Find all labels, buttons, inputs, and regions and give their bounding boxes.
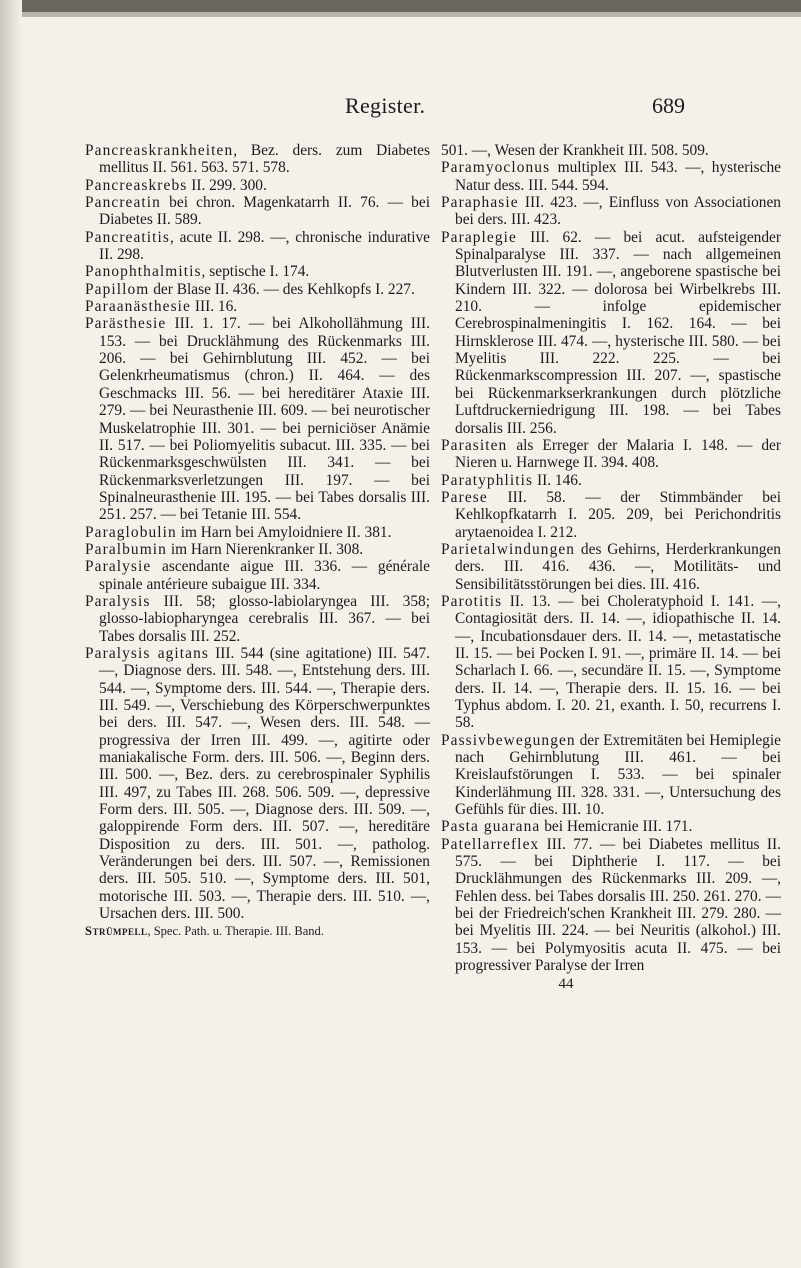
index-entry [441,836,781,975]
entry-headword: Parästhesie [85,315,167,333]
entry-headword: Paraphasie [441,194,519,212]
entry-text: des Gehirns, Herderkrankungen ders. III. 416. 436. —, Motilitäts- und Sensibilitätsstörungen bei dies. III. 416. [455,540,781,593]
page-top-shadow [0,12,801,17]
page-top-edge [0,0,801,12]
page-header [0,93,801,123]
entry-headword: Paralbumin [85,540,167,558]
index-entry [441,437,781,472]
entry-text: 501. —, Wesen der Krankheit III. 508. 509. [441,142,709,159]
entry-text: im Harn bei Amyloidniere II. 381. [176,523,392,541]
entry-text: , Bez. ders. zum Diabetes mellitus II. 561. 563. 571. 578. [99,142,430,177]
entry-headword: Papillom [85,280,150,298]
entry-text: ascendante aigue III. 336. — générale spinale antérieure subaigue III. 334. [99,558,430,593]
index-entry [85,524,430,541]
entry-headword: Paraplegie [441,228,517,246]
left-column [85,142,430,941]
index-entry [441,472,781,489]
entry-headword: Pasta guarana [441,818,541,836]
page-number: 689 [652,93,685,118]
entry-headword: Parietalwindungen [441,540,576,558]
entry-headword: Paraanästhesie [85,298,191,316]
entry-text: III. 58. — der Stimmbänder bei Kehlkopfkatarrh I. 205. 209, bei Perichondritis arytaenoidea I. 212. [455,488,781,541]
entry-text: III. 544 (sine agitatione) III. 547. —, Diagnose ders. III. 548. —, Entstehung ders. III. 544. —, Symptome ders. III. 544. —, Therapie ders. III. 549. —, Verschiebung des Körperschwerpunktes bei ders. III. 547. —, Wesen ders. III. 548. — progressiva der Irren III. 499. —, agitirte oder maniakalische Form. ders. III. 506. —, Beginn ders. III. 500. —, Bez. ders. zu cerebrospinaler Syphilis III. 497, zu Tabes III. 268. 506. 509. —, depressive Form ders. III. 505. —, Diagnose ders. III. 509. —, galoppirende Form ders. III. 507. —, hereditäre Disposition zu ders. III. 501. —, patholog. Veränderungen bei ders. III. 507. —, Remissionen ders. III. 505. 510. —, Symptome ders. III. 501, motorische III. 503. —, Therapie ders. III. 510. —, Ursachen ders. III. 500. [99,644,431,923]
index-entry [441,593,781,732]
entry-text: als Erreger der Malaria I. 148. — der Nieren u. Harnwege II. 394. 408. [455,436,781,472]
index-entry [85,315,430,523]
entry-text: III. 423. —, Einfluss von Associationen bei ders. III. 423. [455,194,781,229]
entry-text: III. 1. 17. — bei Alkohollähmung III. 153. — bei Drucklähmung des Rückenmarks III. 206. — bei Gehirnblutung III. 452. — bei Gelenkrheumatismus (chron.) II. 464. — des Geschmacks III. 56. — bei hereditärer Ataxie III. 279. — bei Neurasthenie III. 609. — bei neurotischer Muskelatrophie III. 301. — bei perniciöser Anämie II. 517. — bei Poliomyelitis subacut. III. 335. — bei Rückenmarksgeschwülsten III. 341. — bei Rückenmarksverletzungen III. 197. — bei Spinalneurasthenie III. 195. — bei Tabes dorsalis III. 251. 257. — bei Tetanie III. 554. [99,315,430,524]
entry-headword: Parasiten [441,436,508,454]
footer-citation [85,923,430,940]
entry-text: , acute II. 298. —, chronische indurative II. 298. [99,228,430,264]
entry-text: multiplex III. 543. —, hysterische Natur dess. III. 544. 594. [455,159,781,194]
index-entry [85,263,430,280]
entry-headword: Paramyoclonus [441,159,551,177]
index-entry [441,229,781,437]
entry-headword: Passivbewegungen [441,731,576,749]
entry-headword: Parese [441,488,488,506]
sheet-signature: 44 [558,975,574,992]
entry-headword: Paralysis [85,592,151,610]
index-entry [441,541,781,593]
index-entry [441,194,781,229]
entry-headword: Panophthalmitis [85,263,202,281]
index-entry [85,558,430,593]
index-entry [85,281,430,298]
entry-text: II. 146. [533,471,582,489]
entry-text: bei chron. Magenkatarrh II. 76. — bei Diabetes II. 589. [99,194,430,229]
running-title: Register. [345,93,426,118]
entry-text: III. 16. [191,298,238,316]
page-gutter-shadow [0,0,22,1268]
entry-text: II. 13. — bei Choleratyphoid I. 141. —, Contagiosität ders. II. 14. —, idiopathische II. 14. —, Incubationsdauer ders. II. 14. —, metastatische II. 15. — bei Pocken I. 91. —, primäre II. 14. — bei Scharlach I. 66. —, secundäre II. 15. —, Symptome ders. II. 14. —, Therapie ders. II. 15. 16. — bei Typhus abdom. I. 20. 21, exanth. I. 50, recurrens I. 58. [455,592,781,732]
index-entry [85,229,430,264]
index-entry [85,298,430,315]
entry-headword: Paralysie [85,558,152,576]
index-entry [85,645,430,923]
entry-text: bei Hemicranie III. 171. [540,818,693,836]
index-entry [85,593,430,645]
entry-headword: Pancreatin [85,194,161,212]
entry-text: der Extremitäten bei Hemiplegie nach Gehirnblutung III. 461. — bei Kreislaufstörungen I. 533. — bei spinaler Kinderlähmung III. 328. 331. —, Untersuchung des Gefühls für dies. III. 10. [455,731,781,819]
footer-book: , Spec. Path. u. Therapie. III. Band. [147,924,324,939]
index-entry [441,142,781,159]
entry-headword: Patellarreflex [441,835,540,853]
index-entry [85,177,430,194]
entry-headword: Paraglobulin [85,523,177,541]
index-entry [441,818,781,835]
entry-text: III. 62. — bei acut. aufsteigender Spinalparalyse III. 337. — nach allgemeinen Blutverlusten III. 191. —, angeborene spastische bei Kindern III. 322. — dolorosa bei Wirbelkrebs III. 210. — infolge epidemischer Cerebrospinalmeningitis I. 162. 164. — bei Hirnsklerose III. 474. —, hysterische III. 580. — bei Myelitis III. 222. 225. — bei Rückenmarkscompression III. 207. —, spastische bei Rückenmarkserkrankungen durch plötzliche Luftdruckerniedrigung III. 198. — bei Tabes dorsalis III. 256. [455,228,781,437]
entry-headword: Paratyphlitis [441,471,534,489]
entry-headword: Paralysis agitans [85,644,210,662]
index-entry [441,489,781,541]
index-entry [441,159,781,194]
entry-headword: Pancreaskrebs [85,176,188,194]
right-column [441,142,781,993]
entry-text: III. 58; glosso-labiolaryngea III. 358; glosso-labiopharyngea cerebralis III. 367. — bei Tabes dorsalis III. 252. [99,592,430,645]
entry-headword: Pancreaskrankheiten [85,142,234,159]
entry-text: II. 299. 300. [187,176,267,194]
entry-text: der Blase II. 436. — des Kehlkopfs I. 227. [149,280,415,298]
index-entry [441,732,781,819]
entry-headword: Pancreatitis [85,228,170,246]
footer-author: Strümpell [85,924,148,939]
index-entry [85,142,430,177]
entry-text: , septische I. 174. [201,263,310,281]
entry-headword: Parotitis [441,592,503,610]
entry-text: III. 77. — bei Diabetes mellitus II. 575. — bei Diphtherie I. 117. — bei Drucklähmungen des Rückenmarks III. 209. —, Fehlen dess. bei Tabes dorsalis III. 250. 261. 270. — bei der Friedreich'schen Krankheit III. 279. 280. — bei Myelitis III. 224. — bei Neuritis (alkohol.) III. 153. — bei Polymyositis acuta II. 475. — bei progressiver Paralyse der Irren [455,835,781,975]
index-entry [85,541,430,558]
index-entry [85,194,430,229]
entry-text: im Harn Nierenkranker II. 308. [166,540,364,558]
